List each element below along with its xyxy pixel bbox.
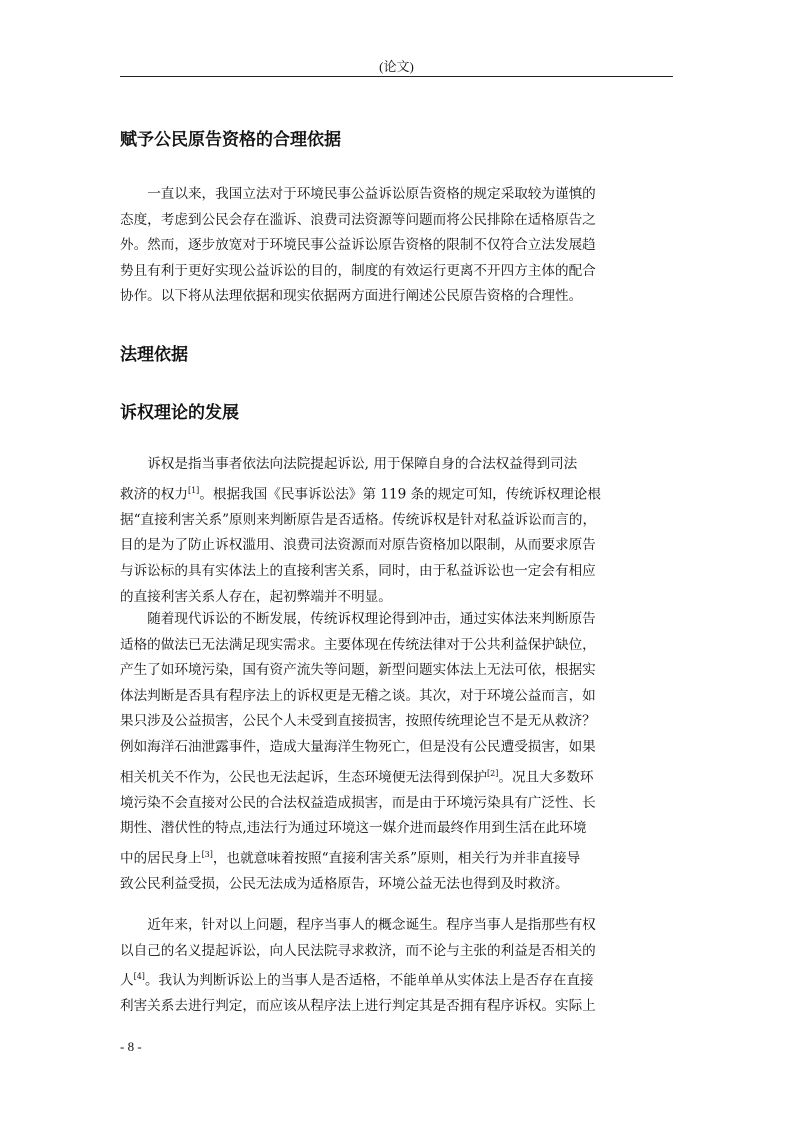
paragraph-1 xyxy=(120,452,673,610)
text-line: 近年来，针对以上问题，程序当事人的概念诞生。程序当事人是指那些有权 xyxy=(147,917,596,933)
section-heading: 赋予公民原告资格的合理依据 xyxy=(120,130,341,150)
text-line: 人[4]。我认为判断诉讼上的当事人是否适格，不能单单从实体法上是否存在直接 xyxy=(120,972,594,989)
text-line: 利害关系去进行判定，而应该从程序法上进行判定其是否拥有程序诉权。实际上 xyxy=(120,998,596,1015)
page-number: - 8 - xyxy=(120,1039,142,1054)
text-line: 例如海洋石油泄露事件，造成大量海洋生物死亡，但是没有公民遭受损害，如果 xyxy=(120,738,596,755)
text-line: 随着现代诉讼的不断发展，传统诉权理论得到冲击，通过实体法来判断原告 xyxy=(147,611,596,627)
text-line: 中的居民身上[3]，也就意味着按照“直接利害关系”原则，相关行为并非直接导 xyxy=(120,849,581,867)
text-line: 目的是为了防止诉权滥用、浪费司法资源而对原告资格加以限制，从而要求原告 xyxy=(120,537,596,554)
citation-marker: [1] xyxy=(187,485,200,495)
text-line: 态度，考虑到公民会存在滥诉、浪费司法资源等问题而将公民排除在适格原告之 xyxy=(120,211,596,228)
paragraph-intro xyxy=(120,182,673,310)
text-line: 果只涉及公益损害，公民个人未受到直接损害，按照传统理论岂不是无从救济？ xyxy=(120,713,596,730)
paragraph-2 xyxy=(120,607,673,898)
header-rule xyxy=(120,76,673,77)
page-header: (论文) xyxy=(379,59,414,74)
text-line: 产生了如环境污染，国有资产流失等问题，新型问题实体法上无法可依，根据实 xyxy=(120,662,596,679)
subsubsection-heading: 诉权理论的发展 xyxy=(120,403,239,423)
subsection-heading: 法理依据 xyxy=(120,345,188,365)
text-line: 与诉讼标的具有实体法上的直接利害关系，同时，由于私益诉讼也一定会有相应 xyxy=(120,562,596,579)
text-line: 势且有利于更好实现公益诉讼的目的，制度的有效运行更离不开四方主体的配合 xyxy=(120,262,596,279)
text-line: 以自己的名义提起诉讼，向人民法院寻求救济，而不论与主张的利益是否相关的 xyxy=(120,942,596,959)
text-line: 适格的做法已无法满足现实需求。主要体现在传统法律对于公共利益保护缺位， xyxy=(120,636,596,653)
text-line: 协作。以下将从法理依据和现实依据两方面进行阐述公民原告资格的合理性。 xyxy=(120,288,583,305)
text-line: 期性、潜伏性的特点,违法行为通过环境这一媒介进而最终作用到生活在此环境 xyxy=(120,820,587,837)
citation-marker: [3] xyxy=(201,849,213,859)
paragraph-3 xyxy=(120,913,673,1020)
text-line: 体法判断是否具有程序法上的诉权更是无稽之谈。其次，对于环境公益而言，如 xyxy=(120,687,596,704)
text-line: 诉权是指当事者依法向法院提起诉讼, 用于保障自身的合法权益得到司法 xyxy=(147,456,578,472)
text-line: 据“直接利害关系”原则来判断原告是否适格。传统诉权是针对私益诉讼而言的， xyxy=(120,511,597,528)
text-line: 相关机关不作为，公民也无法起诉，生态环境便无法得到保护[2]。况且大多数环 xyxy=(120,768,594,786)
text-line: 的直接利害关系人存在，起初弊端并不明显。 xyxy=(120,588,392,605)
citation-marker: [2] xyxy=(487,768,499,778)
text-line: 境污染不会直接对公民的合法权益造成损害，而是由于环境污染具有广泛性、长 xyxy=(120,794,596,811)
text-line: 致公民利益受损，公民无法成为适格原告，环境公益无法也得到及时救济。 xyxy=(120,876,569,892)
text-line: 外。然而，逐步放宽对于环境民事公益诉讼原告资格的限制不仅符合立法发展趋 xyxy=(120,237,596,254)
text-line: 一直以来，我国立法对于环境民事公益诉讼原告资格的规定采取较为谨慎的 xyxy=(147,186,596,202)
text-line: 救济的权力[1]。根据我国《民事诉讼法》第 119 条的规定可知，传统诉权理论根 xyxy=(120,485,601,503)
citation-marker: [4] xyxy=(133,972,145,982)
